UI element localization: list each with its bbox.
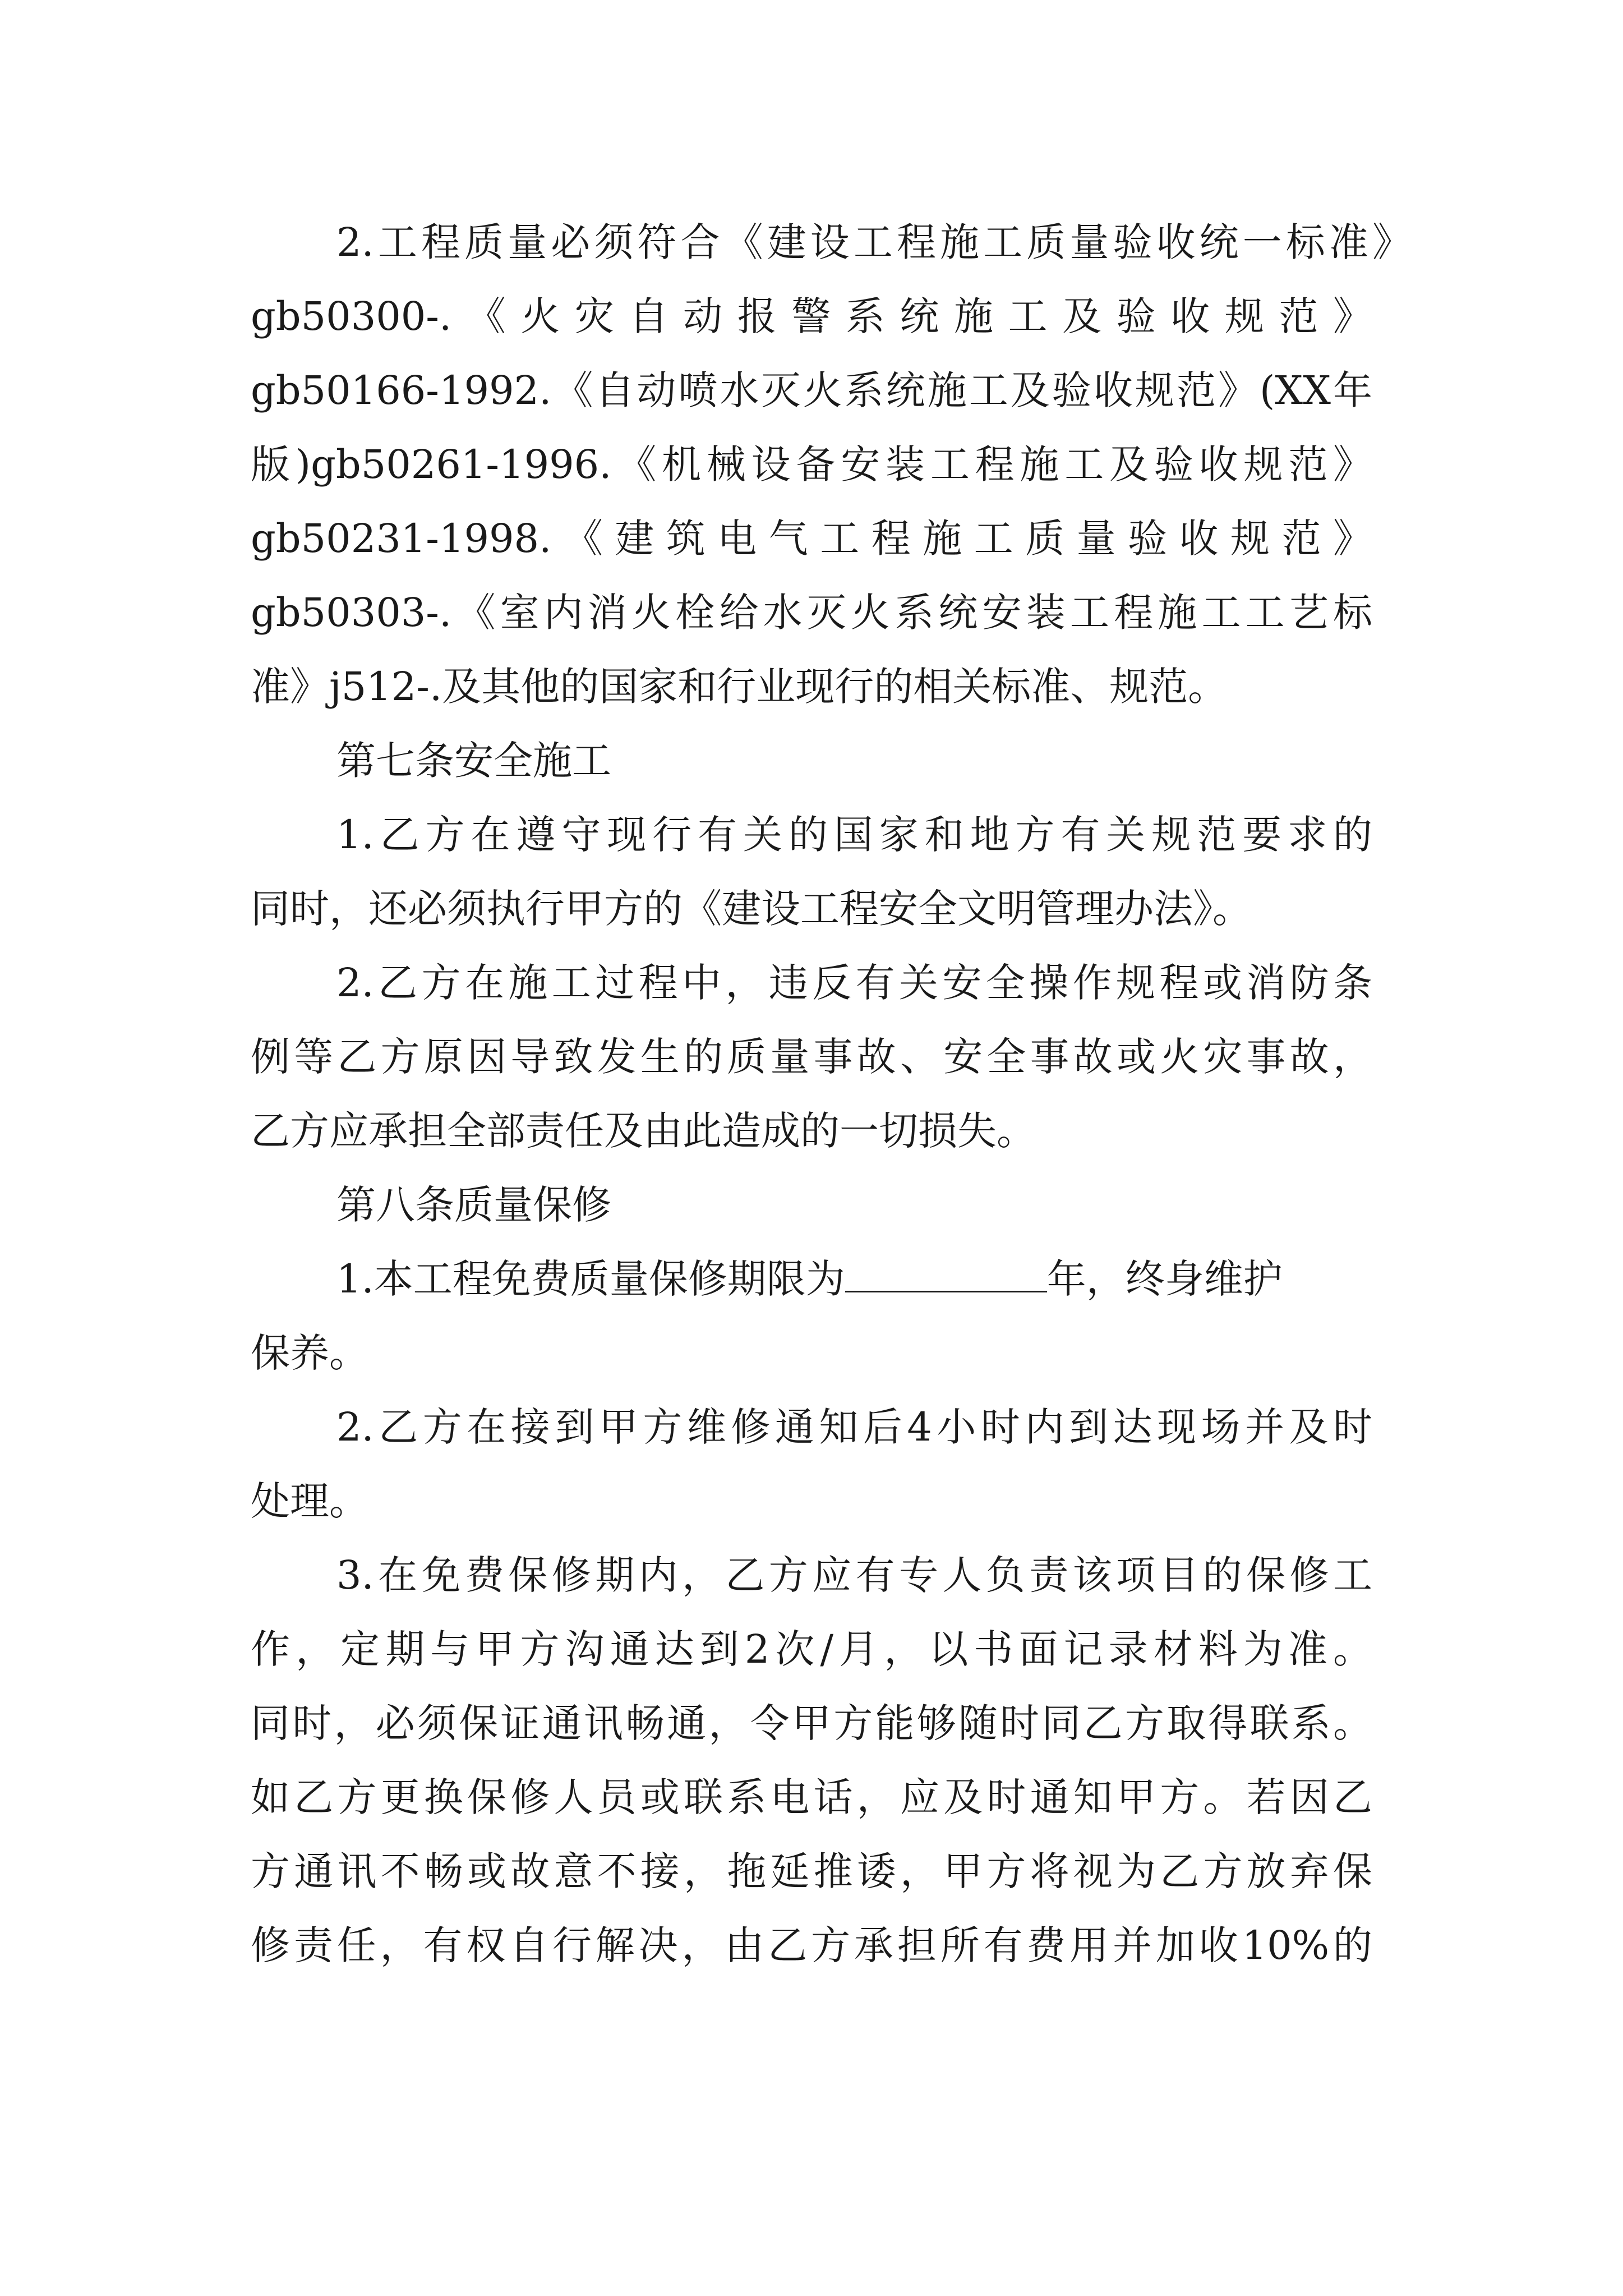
text-line: 同时，必须保证通讯畅通，令甲方能够随时同乙方取得联系。 xyxy=(251,1700,1372,1746)
text-line xyxy=(336,1254,1283,1304)
text-line: 例等乙方原因导致发生的质量事故、安全事故或火灾事故， xyxy=(251,1034,1372,1080)
text-line: 方通讯不畅或故意不接，拖延推诿，甲方将视为乙方放弃保 xyxy=(251,1848,1372,1894)
text-line: 修责任，有权自行解决，由乙方承担所有费用并加收10%的 xyxy=(251,1922,1372,1968)
text-line: 2.乙方在施工过程中，违反有关安全操作规程或消防条 xyxy=(336,960,1372,1006)
text-line: 版)gb50261-1996.《机械设备安装工程施工及验收规范》 xyxy=(251,441,1372,487)
text-line: gb50166-1992.《自动喷水灭火系统施工及验收规范》(XX年 xyxy=(251,367,1372,413)
text-line: 准》j512-.及其他的国家和行业现行的相关标准、规范。 xyxy=(251,664,1228,710)
text-line: 同时，还必须执行甲方的《建设工程安全文明管理办法》。 xyxy=(251,886,1252,932)
text-line: 保养。 xyxy=(251,1330,368,1376)
text-line: gb50231-1998.《建筑电气工程施工质量验收规范》 xyxy=(251,516,1372,562)
fill-in-blank xyxy=(845,1257,1047,1292)
text-line: 2.乙方在接到甲方维修通知后4小时内到达现场并及时 xyxy=(336,1404,1372,1450)
text-line: 1.乙方在遵守现行有关的国家和地方有关规范要求的 xyxy=(336,812,1372,858)
text-segment: 年，终身维护 xyxy=(1046,1256,1283,1302)
text-line: 作，定期与甲方沟通达到2次/月，以书面记录材料为准。 xyxy=(251,1626,1372,1672)
article-heading: 第八条质量保修 xyxy=(336,1182,611,1228)
text-line: 处理。 xyxy=(251,1478,368,1524)
text-segment: 1.本工程免费质量保修期限为 xyxy=(336,1256,845,1302)
text-line: 3.在免费保修期内，乙方应有专人负责该项目的保修工 xyxy=(336,1552,1372,1598)
text-line: gb50303-.《室内消火栓给水灭火系统安装工程施工工艺标 xyxy=(251,590,1372,636)
text-line: 如乙方更换保修人员或联系电话，应及时通知甲方。若因乙 xyxy=(251,1774,1372,1820)
text-line: gb50300-.《火灾自动报警系统施工及验收规范》 xyxy=(251,293,1372,339)
article-heading: 第七条安全施工 xyxy=(336,738,611,784)
text-line: 乙方应承担全部责任及由此造成的一切损失。 xyxy=(251,1108,1036,1154)
text-line: 2.工程质量必须符合《建设工程施工质量验收统一标准》 xyxy=(336,219,1412,265)
